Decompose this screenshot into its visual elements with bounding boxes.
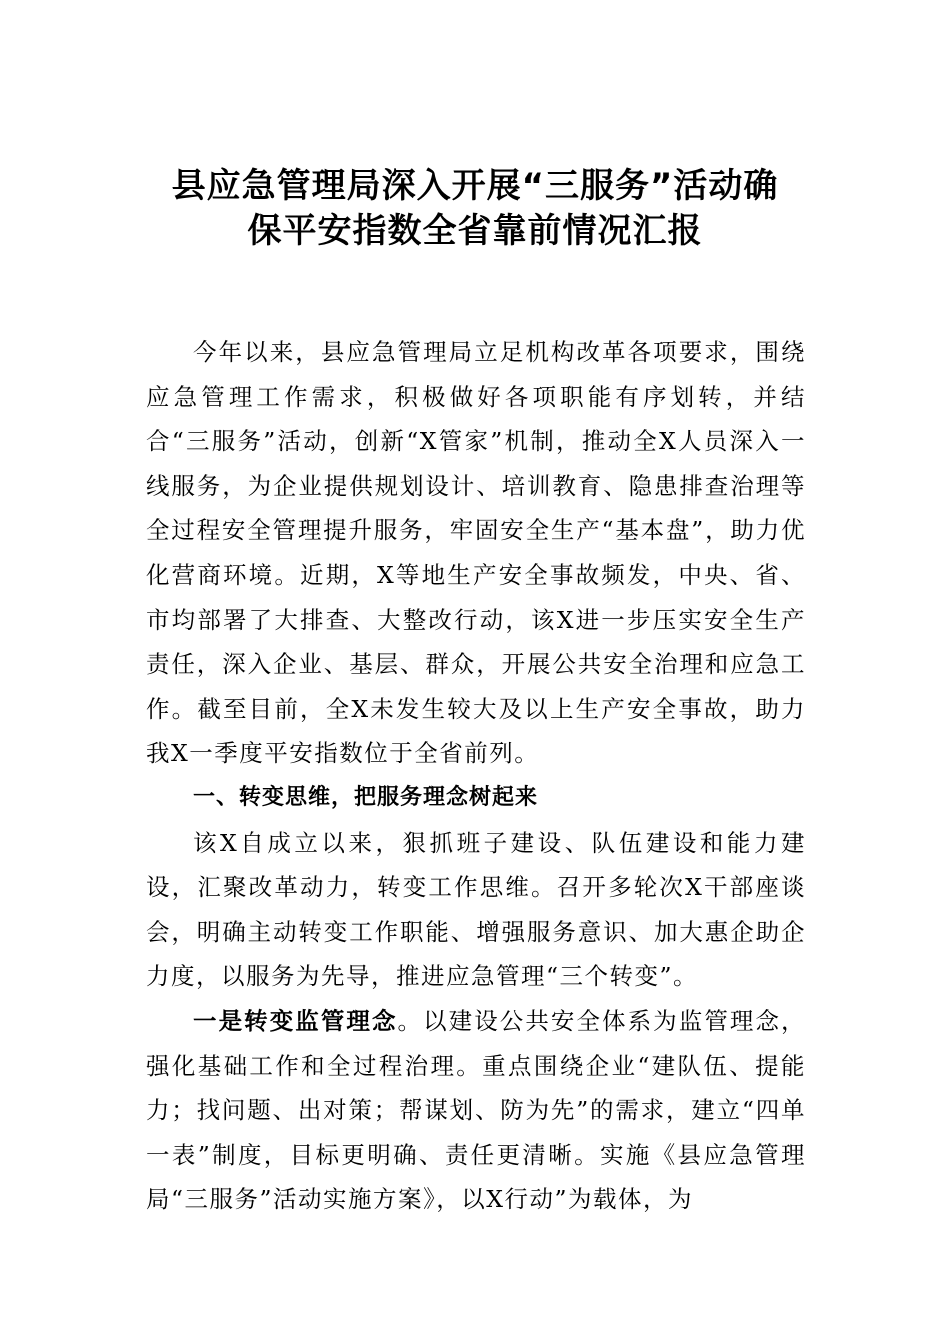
paragraph-body-text: 。以建设公共安全体系为监管理念，强化基础工作和全过程治理。重点围绕企业“建队伍、提能力；找问题、出对策；帮谋划、防为先”的需求，建立“四单一表”制度，目标更明确、责任更清晰。实施《县应急管理局“三服务”活动实施方案》，以X行动”为载体，为: [146, 1006, 807, 1214]
paragraph-section1-intro: 该X自成立以来，狠抓班子建设、队伍建设和能力建设，汇聚改革动力，转变工作思维。召开多轮次X干部座谈会，明确主动转变工作职能、增强服务意识、加大惠企助企力度，以服务为先导，推进应急管理“三个转变”。: [146, 828, 806, 991]
document-title-line-2: 保平安指数全省靠前情况汇报: [247, 211, 703, 251]
document-body: [146, 330, 806, 1222]
section-heading-1: 一、转变思维，把服务理念树起来: [193, 784, 539, 810]
paragraph-lead-phrase: 一是转变监管理念: [193, 1006, 398, 1035]
paragraph-intro: 今年以来，县应急管理局立足机构改革各项要求，围绕应急管理工作需求，积极做好各项职能有序划转，并结合“三服务”活动，创新“X管家”机制，推动全X人员深入一线服务，为企业提供规划设计、培训教育、隐患排查治理等全过程安全管理提升服务，牢固安全生产“基本盘”，助力优化营商环境。近期，X等地生产安全事故频发，中央、省、市均部署了大排查、大整改行动，该X进一步压实安全生产责任，深入企业、基层、群众，开展公共安全治理和应急工作。截至目前，全X未发生较大及以上生产安全事故，助力我X一季度平安指数位于全省前列。: [146, 338, 806, 768]
document-title-line-1: 县应急管理局深入开展“三服务”活动确: [171, 166, 779, 206]
paragraph-supervision-concept: [146, 999, 806, 1222]
